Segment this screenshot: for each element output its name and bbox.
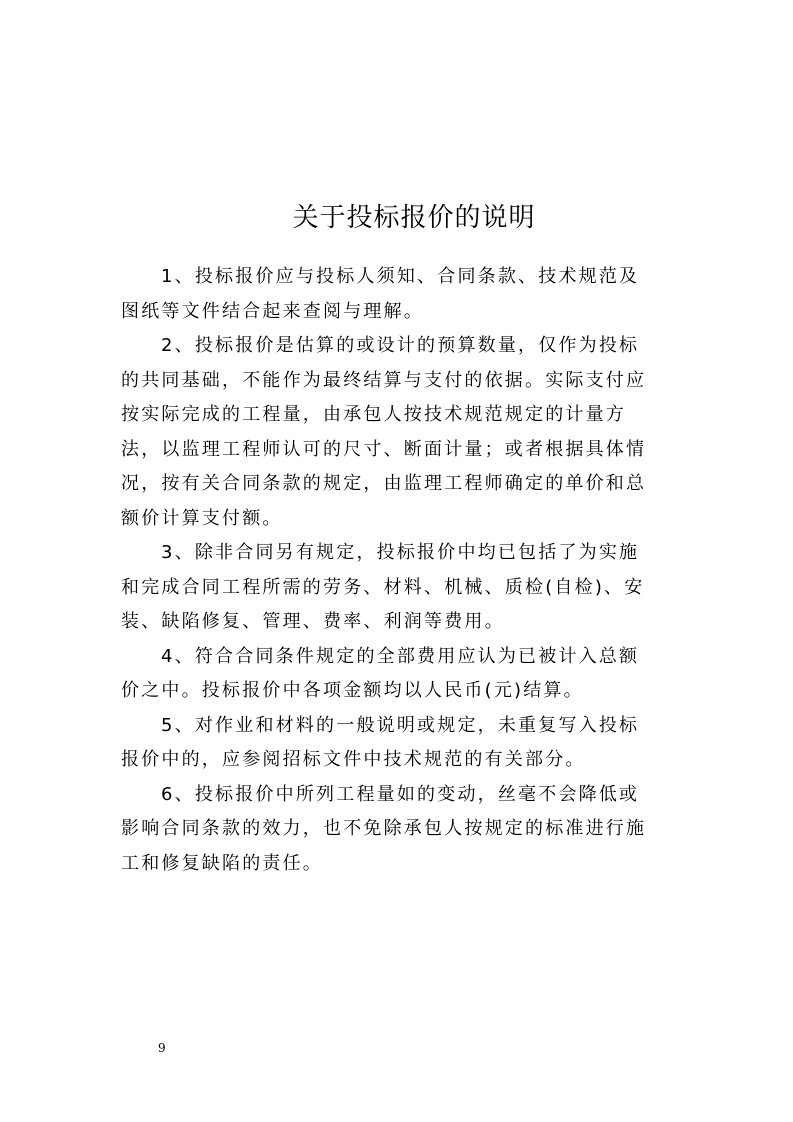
paragraph-line: 的共同基础，不能作为最终结算与支付的依据。实际支付应 [121, 369, 647, 391]
paragraph-line: 图纸等文件结合起来查阅与理解。 [121, 300, 424, 322]
paragraph-line: 2、投标报价是估算的或设计的预算数量，仅作为投标 [161, 335, 640, 356]
paragraph-line: 工和修复缺陷的责任。 [121, 852, 323, 874]
page-number: 9 [158, 1041, 166, 1055]
paragraph-2 [121, 329, 681, 536]
paragraph-line: 4、符合合同条件规定的全部费用应认为已被计入总额 [161, 645, 640, 667]
paragraph-line: 价之中。投标报价中各项金额均以人民币(元)结算。 [121, 680, 584, 701]
paragraph-line: 3、除非合同另有规定，投标报价中均已包括了为实施 [161, 542, 640, 563]
paragraph-line: 按实际完成的工程量，由承包人按技术规范规定的计量方 [121, 404, 626, 425]
paragraph-4 [121, 640, 681, 709]
paragraph-line: 影响合同条款的效力，也不免除承包人按规定的标准进行施 [121, 818, 647, 839]
paragraph-line: 况，按有关合同条款的规定，由监理工程师确定的单价和总 [121, 473, 647, 494]
paragraph-line: 额价计算支付额。 [121, 507, 283, 529]
paragraph-line: 6、投标报价中所列工程量如的变动，丝毫不会降低或 [161, 783, 640, 805]
paragraph-line: 1、投标报价应与投标人须知、合同条款、技术规范及 [161, 266, 640, 287]
document-body [121, 260, 681, 881]
paragraph-1 [121, 260, 681, 329]
paragraph-line: 装、缺陷修复、管理、费率、利润等费用。 [121, 611, 505, 632]
paragraph-line: 5、对作业和材料的一般说明或规定，未重复写入投标 [161, 714, 640, 736]
paragraph-5 [121, 709, 681, 778]
paragraph-line: 法，以监理工程师认可的尺寸、断面计量；或者根据具体情 [121, 438, 647, 460]
paragraph-6 [121, 778, 681, 882]
paragraph-line: 报价中的，应参阅招标文件中技术规范的有关部分。 [121, 749, 586, 770]
paragraph-line: 和完成合同工程所需的劳务、材料、机械、质检(自检)、安 [121, 576, 645, 598]
paragraph-3 [121, 536, 681, 640]
page-title: 关于投标报价的说明 [292, 203, 536, 233]
